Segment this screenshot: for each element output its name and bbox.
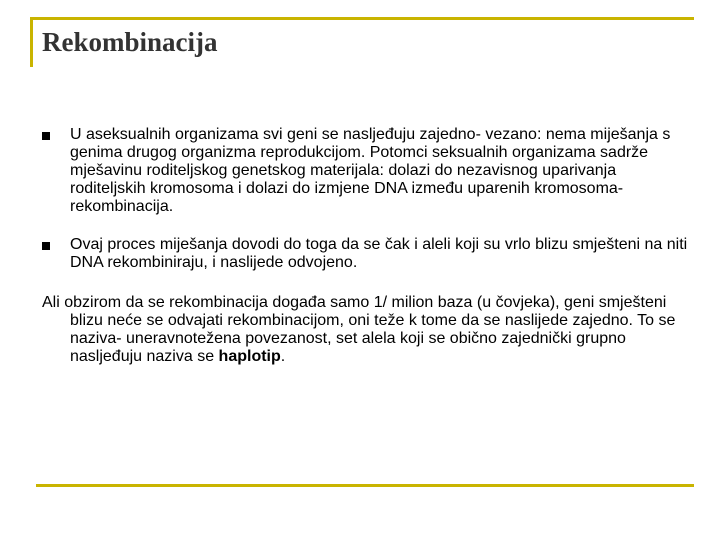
summary-suffix: . bbox=[280, 348, 286, 365]
frame-bottom-line bbox=[36, 484, 694, 487]
square-bullet-icon bbox=[42, 132, 50, 140]
square-bullet-icon bbox=[42, 242, 50, 250]
frame-vertical-line bbox=[30, 17, 33, 67]
summary-paragraph bbox=[42, 294, 692, 366]
slide-content bbox=[42, 126, 692, 366]
summary-text: Ali obzirom da se rekombinacija događa samo 1/ milion baza (u čovjeka), geni smješteni blizu neće se odvajati rekombinacijom, oni teže k tome da se naslijede zajedno. To se naziva- uneravnotežena povezanost, set alela koji se obično zajednički grupno nasljeđuju naziva se bbox=[42, 294, 676, 365]
bullet-item-1 bbox=[42, 126, 692, 216]
bullet-text-1: U aseksualnih organizama svi geni se nasljeđuju zajedno- vezano: nema miješanja s genima drugog organizma reprodukcijom. Potomci seksualnih organizama sadrže mješavinu roditeljskog genetskog materijala: dolazi do nezavisnog uparivanja roditeljskih kromosoma i dolazi do izmjene DNA između uparenih kromosoma- rekombinacija. bbox=[70, 126, 671, 215]
frame-top-line bbox=[30, 17, 694, 20]
bullet-text-2: Ovaj proces miješanja dovodi do toga da se čak i aleli koji su vrlo blizu smješteni na niti DNA rekombiniraju, i naslijede odvojeno. bbox=[70, 236, 688, 271]
bullet-item-2 bbox=[42, 236, 692, 272]
haplotip-term: haplotip bbox=[218, 348, 281, 365]
slide-title: Rekombinacija bbox=[42, 27, 218, 57]
